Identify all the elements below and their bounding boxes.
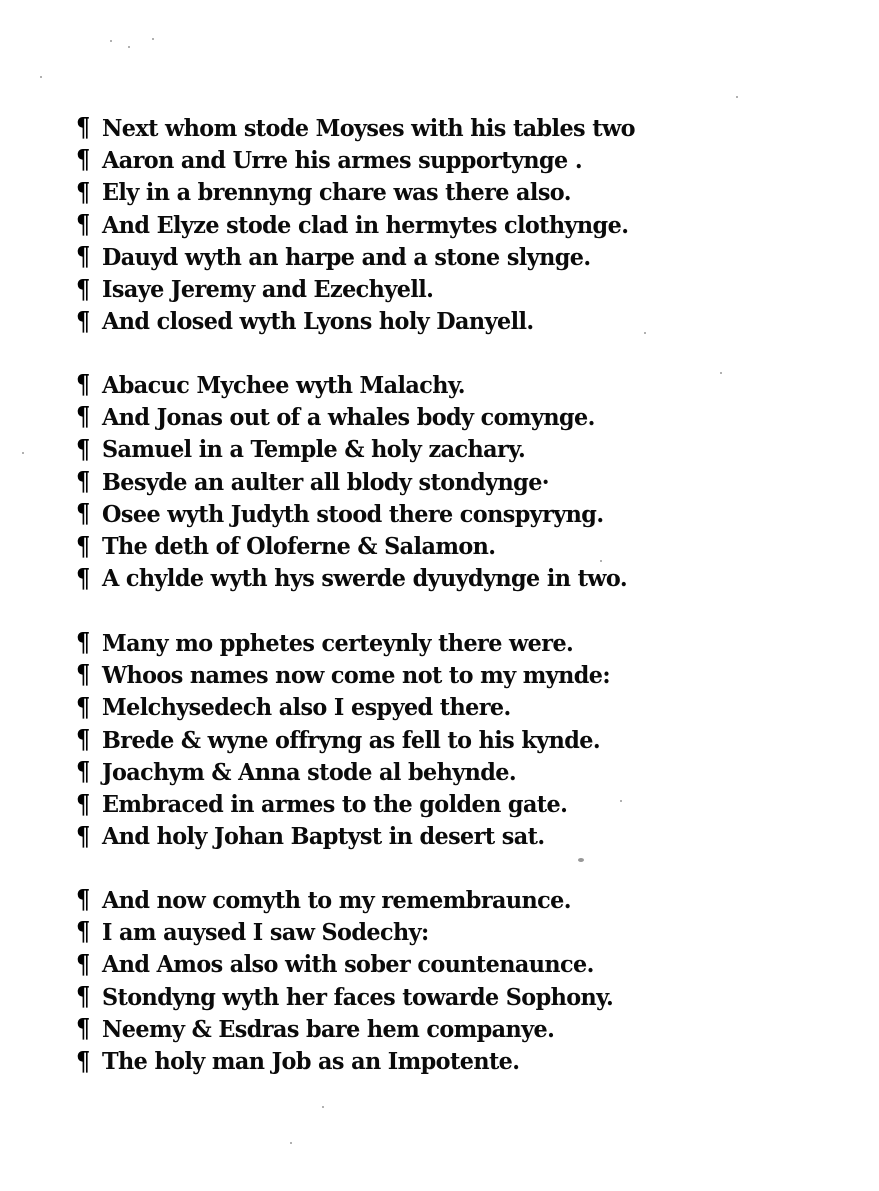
verse-text: Embraced in armes to the golden gate. xyxy=(102,791,568,819)
verse-line xyxy=(74,659,774,691)
capitulum-mark: ¶ xyxy=(76,982,91,1013)
verse-text: The deth of Oloferne & Salamon. xyxy=(102,533,496,561)
verse-text: Samuel in a Temple & holy zachary. xyxy=(102,436,526,464)
capitulum-mark: ¶ xyxy=(76,1046,91,1077)
scan-speck xyxy=(110,40,112,42)
capitulum-mark: ¶ xyxy=(76,434,91,465)
verse-text: Next whom stode Moyses with his tables two xyxy=(102,114,635,142)
verse-line xyxy=(74,949,774,981)
capitulum-mark: ¶ xyxy=(76,306,91,337)
verse-line xyxy=(74,884,774,916)
verse-line xyxy=(74,369,774,401)
scan-speck xyxy=(40,76,42,78)
capitulum-mark: ¶ xyxy=(76,725,91,756)
verse-line xyxy=(74,273,774,305)
verse-line xyxy=(74,466,774,498)
verse-text: And Elyze stode clad in hermytes clothynge. xyxy=(102,211,629,239)
verse-text: Aaron and Urre his armes supportynge . xyxy=(102,146,583,174)
capitulum-mark: ¶ xyxy=(76,499,91,530)
verse-text: And Amos also with sober countenaunce. xyxy=(102,951,594,979)
verse-text: And holy Johan Baptyst in desert sat. xyxy=(102,823,545,851)
capitulum-mark: ¶ xyxy=(76,467,91,498)
capitulum-mark: ¶ xyxy=(76,402,91,433)
verse-line xyxy=(74,177,774,209)
capitulum-mark: ¶ xyxy=(76,531,91,562)
verse-line xyxy=(74,209,774,241)
verse-line xyxy=(74,401,774,433)
stanza-2 xyxy=(74,369,774,595)
scan-speck xyxy=(290,1142,292,1144)
verse-line xyxy=(74,112,774,144)
verse-text: And now comyth to my remembraunce. xyxy=(102,886,571,914)
capitulum-mark: ¶ xyxy=(76,242,91,273)
capitulum-mark: ¶ xyxy=(76,885,91,916)
verse-line xyxy=(74,788,774,820)
verse-line xyxy=(74,981,774,1013)
verse-line xyxy=(74,627,774,659)
verse-line xyxy=(74,1045,774,1077)
verse-text: Dauyd wyth an harpe and a stone slynge. xyxy=(102,243,591,271)
verse-line xyxy=(74,1013,774,1045)
verse-text: Many mo pphetes certeynly there were. xyxy=(102,629,574,657)
stanza-3 xyxy=(74,627,774,853)
capitulum-mark: ¶ xyxy=(76,145,91,176)
capitulum-mark: ¶ xyxy=(76,1014,91,1045)
scan-speck xyxy=(736,96,738,98)
capitulum-mark: ¶ xyxy=(76,177,91,208)
capitulum-mark: ¶ xyxy=(76,757,91,788)
verse-text: Ely in a brennyng chare was there also. xyxy=(102,179,571,207)
verse-line xyxy=(74,916,774,948)
verse-text: Brede & wyne offryng as fell to his kynde. xyxy=(102,726,601,754)
capitulum-mark: ¶ xyxy=(76,949,91,980)
scan-speck xyxy=(22,452,24,454)
verse-line xyxy=(74,530,774,562)
verse-text: Neemy & Esdras bare hem companye. xyxy=(102,1015,555,1043)
verse-line xyxy=(74,563,774,595)
capitulum-mark: ¶ xyxy=(76,210,91,241)
verse-line xyxy=(74,756,774,788)
verse-text: Osee wyth Judyth stood there conspyryng. xyxy=(102,500,604,528)
verse-text: I am auysed I saw Sodechy: xyxy=(102,918,429,946)
capitulum-mark: ¶ xyxy=(76,370,91,401)
verse-line xyxy=(74,144,774,176)
verse-text: Joachym & Anna stode al behynde. xyxy=(102,758,517,786)
verse-line xyxy=(74,724,774,756)
stanza-1 xyxy=(74,112,774,338)
capitulum-mark: ¶ xyxy=(76,660,91,691)
capitulum-mark: ¶ xyxy=(76,821,91,852)
verse-text: Besyde an aulter all blody stondynge· xyxy=(102,468,549,496)
verse-line xyxy=(74,306,774,338)
verse-line xyxy=(74,434,774,466)
capitulum-mark: ¶ xyxy=(76,692,91,723)
scan-speck xyxy=(578,858,584,862)
verse-line xyxy=(74,241,774,273)
verse-text: And Jonas out of a whales body comynge. xyxy=(102,403,595,431)
capitulum-mark: ¶ xyxy=(76,563,91,594)
capitulum-mark: ¶ xyxy=(76,274,91,305)
verse-text: Melchysedech also I espyed there. xyxy=(102,694,511,722)
capitulum-mark: ¶ xyxy=(76,113,91,144)
capitulum-mark: ¶ xyxy=(76,789,91,820)
capitulum-mark: ¶ xyxy=(76,917,91,948)
verse-line xyxy=(74,498,774,530)
verse-text: The holy man Job as an Impotente. xyxy=(102,1048,520,1076)
scan-speck xyxy=(152,38,154,40)
capitulum-mark: ¶ xyxy=(76,628,91,659)
verse-text: Stondyng wyth her faces towarde Sophony. xyxy=(102,983,614,1011)
verse-text: Abacuc Mychee wyth Malachy. xyxy=(102,371,465,399)
verse-text: Isaye Jeremy and Ezechyell. xyxy=(102,276,434,304)
verse-line xyxy=(74,821,774,853)
verse-text: And closed wyth Lyons holy Danyell. xyxy=(102,308,534,336)
verse-text: A chylde wyth hys swerde dyuydynge in two. xyxy=(102,565,628,593)
scan-speck xyxy=(322,1106,324,1108)
verse-line xyxy=(74,692,774,724)
stanza-4 xyxy=(74,884,774,1078)
verse-text: Whoos names now come not to my mynde: xyxy=(102,661,611,689)
scan-speck xyxy=(128,46,130,48)
